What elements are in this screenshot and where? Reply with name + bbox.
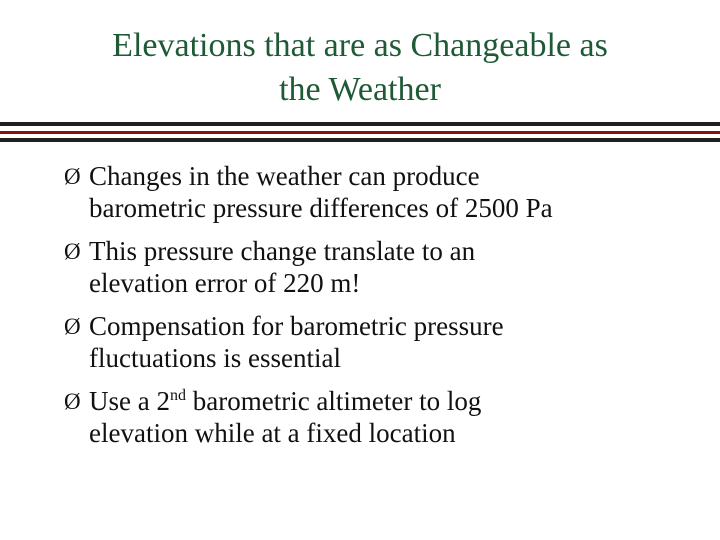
title-line-1: Elevations that are as Changeable as (112, 27, 608, 64)
title-line-2: the Weather (279, 71, 441, 108)
bullet-text-suffix: barometric altimeter to log (185, 386, 482, 416)
title-rule-red (0, 131, 720, 134)
bullet-item (64, 160, 694, 224)
bullet-line: elevation while at a fixed location (89, 418, 456, 448)
arrow-right-icon: Ø (64, 314, 81, 339)
arrow-right-icon: Ø (64, 239, 81, 264)
bullet-line (89, 385, 694, 417)
arrow-right-icon: Ø (64, 389, 81, 414)
bullet-line: barometric pressure differences of 2500 Pa (89, 193, 553, 223)
bullet-line: This pressure change translate to an (89, 236, 476, 266)
bullet-line: Changes in the weather can produce (89, 161, 480, 191)
title-rule-top (0, 122, 720, 126)
ordinal-superscript: nd (169, 387, 186, 404)
bullet-line: elevation error of 220 m! (89, 268, 361, 298)
bullet-item (64, 310, 694, 374)
bullet-line: Compensation for barometric pressure (89, 311, 504, 341)
arrow-right-icon: Ø (64, 164, 81, 189)
bullet-list (64, 160, 694, 460)
title-rule-bottom (0, 138, 720, 142)
bullet-item (64, 385, 694, 449)
bullet-line: fluctuations is essential (89, 343, 341, 373)
bullet-text-prefix: Use a 2 (89, 386, 170, 416)
slide-title (20, 24, 700, 112)
bullet-item (64, 235, 694, 299)
